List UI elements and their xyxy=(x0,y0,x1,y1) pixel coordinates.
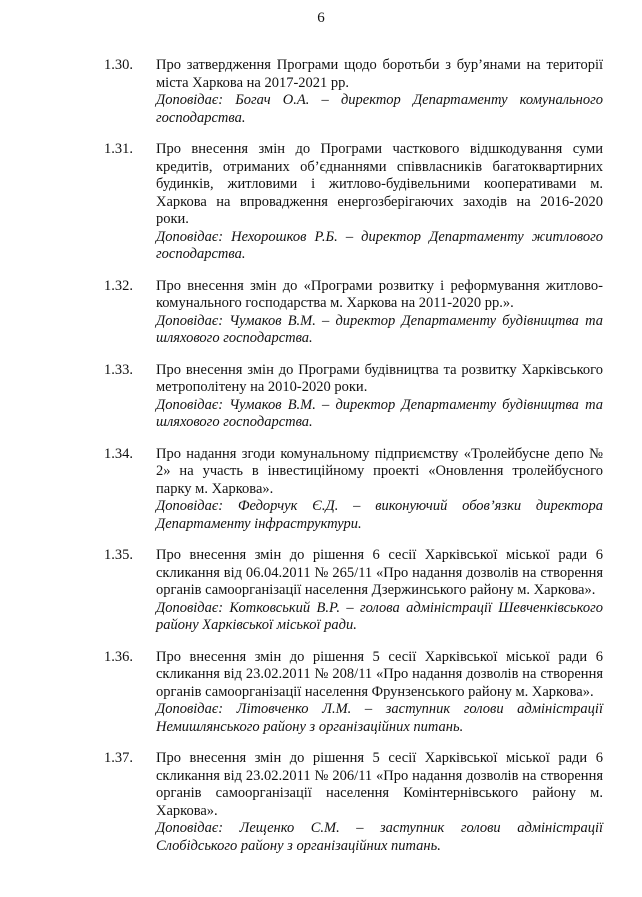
item-speaker: Доповідає: Котковський В.Р. – голова адміністрації Шевченківського району Харківської міської ради. xyxy=(156,599,603,633)
agenda-item xyxy=(0,649,642,737)
item-speaker: Доповідає: Літовченко Л.М. – заступник голови адміністрації Немишлянського району з організаційних питань. xyxy=(156,701,603,735)
item-speaker: Доповідає: Чумаков В.М. – директор Департаменту будівництва та шляхового господарства. xyxy=(156,312,603,346)
item-number: 1.33. xyxy=(104,361,133,378)
item-speaker: Доповідає: Чумаков В.М. – директор Департаменту будівництва та шляхового господарства. xyxy=(156,396,603,430)
item-number: 1.35. xyxy=(104,547,133,563)
item-number: 1.30. xyxy=(104,57,133,73)
item-title: Про внесення змін до «Програми розвитку і реформування житлово-комунального господарства м. Харкова на 2011-2020 рр.». xyxy=(156,277,603,311)
item-number: 1.34. xyxy=(104,445,133,462)
agenda-item xyxy=(0,278,642,348)
item-title: Про внесення змін до Програми будівництва та розвитку Харківського метрополітену на 2010-2020 роки. xyxy=(156,361,603,395)
item-body xyxy=(156,547,603,635)
item-number: 1.37. xyxy=(104,750,133,766)
item-title: Про надання згоди комунальному підприємству «Тролейбусне депо № 2» на участь в інвестиційному проекті «Оновлення тролейбусного парку м. Харкова». xyxy=(156,445,603,497)
item-speaker: Доповідає: Богач О.А. – директор Департаменту комунального господарства. xyxy=(156,92,603,126)
item-body xyxy=(156,278,603,348)
page-number: 6 xyxy=(317,10,325,26)
agenda-item xyxy=(0,362,642,432)
item-body xyxy=(156,446,603,534)
item-number: 1.36. xyxy=(104,648,133,665)
item-body xyxy=(156,362,603,432)
item-body xyxy=(156,649,603,737)
agenda-item xyxy=(0,57,642,127)
agenda-item xyxy=(0,446,642,534)
item-title: Про внесення змін до Програми часткового відшкодування суми кредитів, отриманих об’єднаннями співвласників багатоквартирних будинків, житловими і житлово-будівельними кооперативами м. Харкова на впровадження енергозберігаючих заходів на 2016-2020 роки. xyxy=(156,141,603,227)
agenda-item xyxy=(0,750,642,855)
item-body xyxy=(156,750,603,855)
item-number: 1.31. xyxy=(104,141,133,157)
agenda-list xyxy=(0,57,642,869)
item-speaker: Доповідає: Федорчук Є.Д. – виконуючий обов’язки директора Департаменту інфраструктури. xyxy=(156,498,603,532)
item-speaker: Доповідає: Лещенко С.М. – заступник голови адміністрації Слобідського району з організаційних питань. xyxy=(156,820,603,854)
agenda-item xyxy=(0,141,642,264)
item-body xyxy=(156,141,603,264)
item-speaker: Доповідає: Нехорошков Р.Б. – директор Департаменту житлового господарства. xyxy=(156,228,603,262)
item-body xyxy=(156,57,603,127)
item-title: Про внесення змін до рішення 5 сесії Харківської міської ради 6 скликання від 23.02.2011 № 206/11 «Про надання дозволів на створення органів самоорганізації населення Комінтернівського району м. Харкова». xyxy=(156,750,603,819)
item-title: Про внесення змін до рішення 6 сесії Харківської міської ради 6 скликання від 06.04.2011 № 265/11 «Про надання дозволів на створення органів самоорганізації населення Дзержинського району м. Харкова». xyxy=(156,547,603,598)
agenda-item xyxy=(0,547,642,635)
item-title: Про внесення змін до рішення 5 сесії Харківської міської ради 6 скликання від 23.02.2011 № 208/11 «Про надання дозволів на створення органів самоорганізації населення Фрунзенського району м. Харкова». xyxy=(156,648,603,700)
item-number: 1.32. xyxy=(104,277,133,294)
item-title: Про затвердження Програми щодо боротьби з бур’янами на території міста Харкова на 2017-2021 рр. xyxy=(156,57,603,91)
